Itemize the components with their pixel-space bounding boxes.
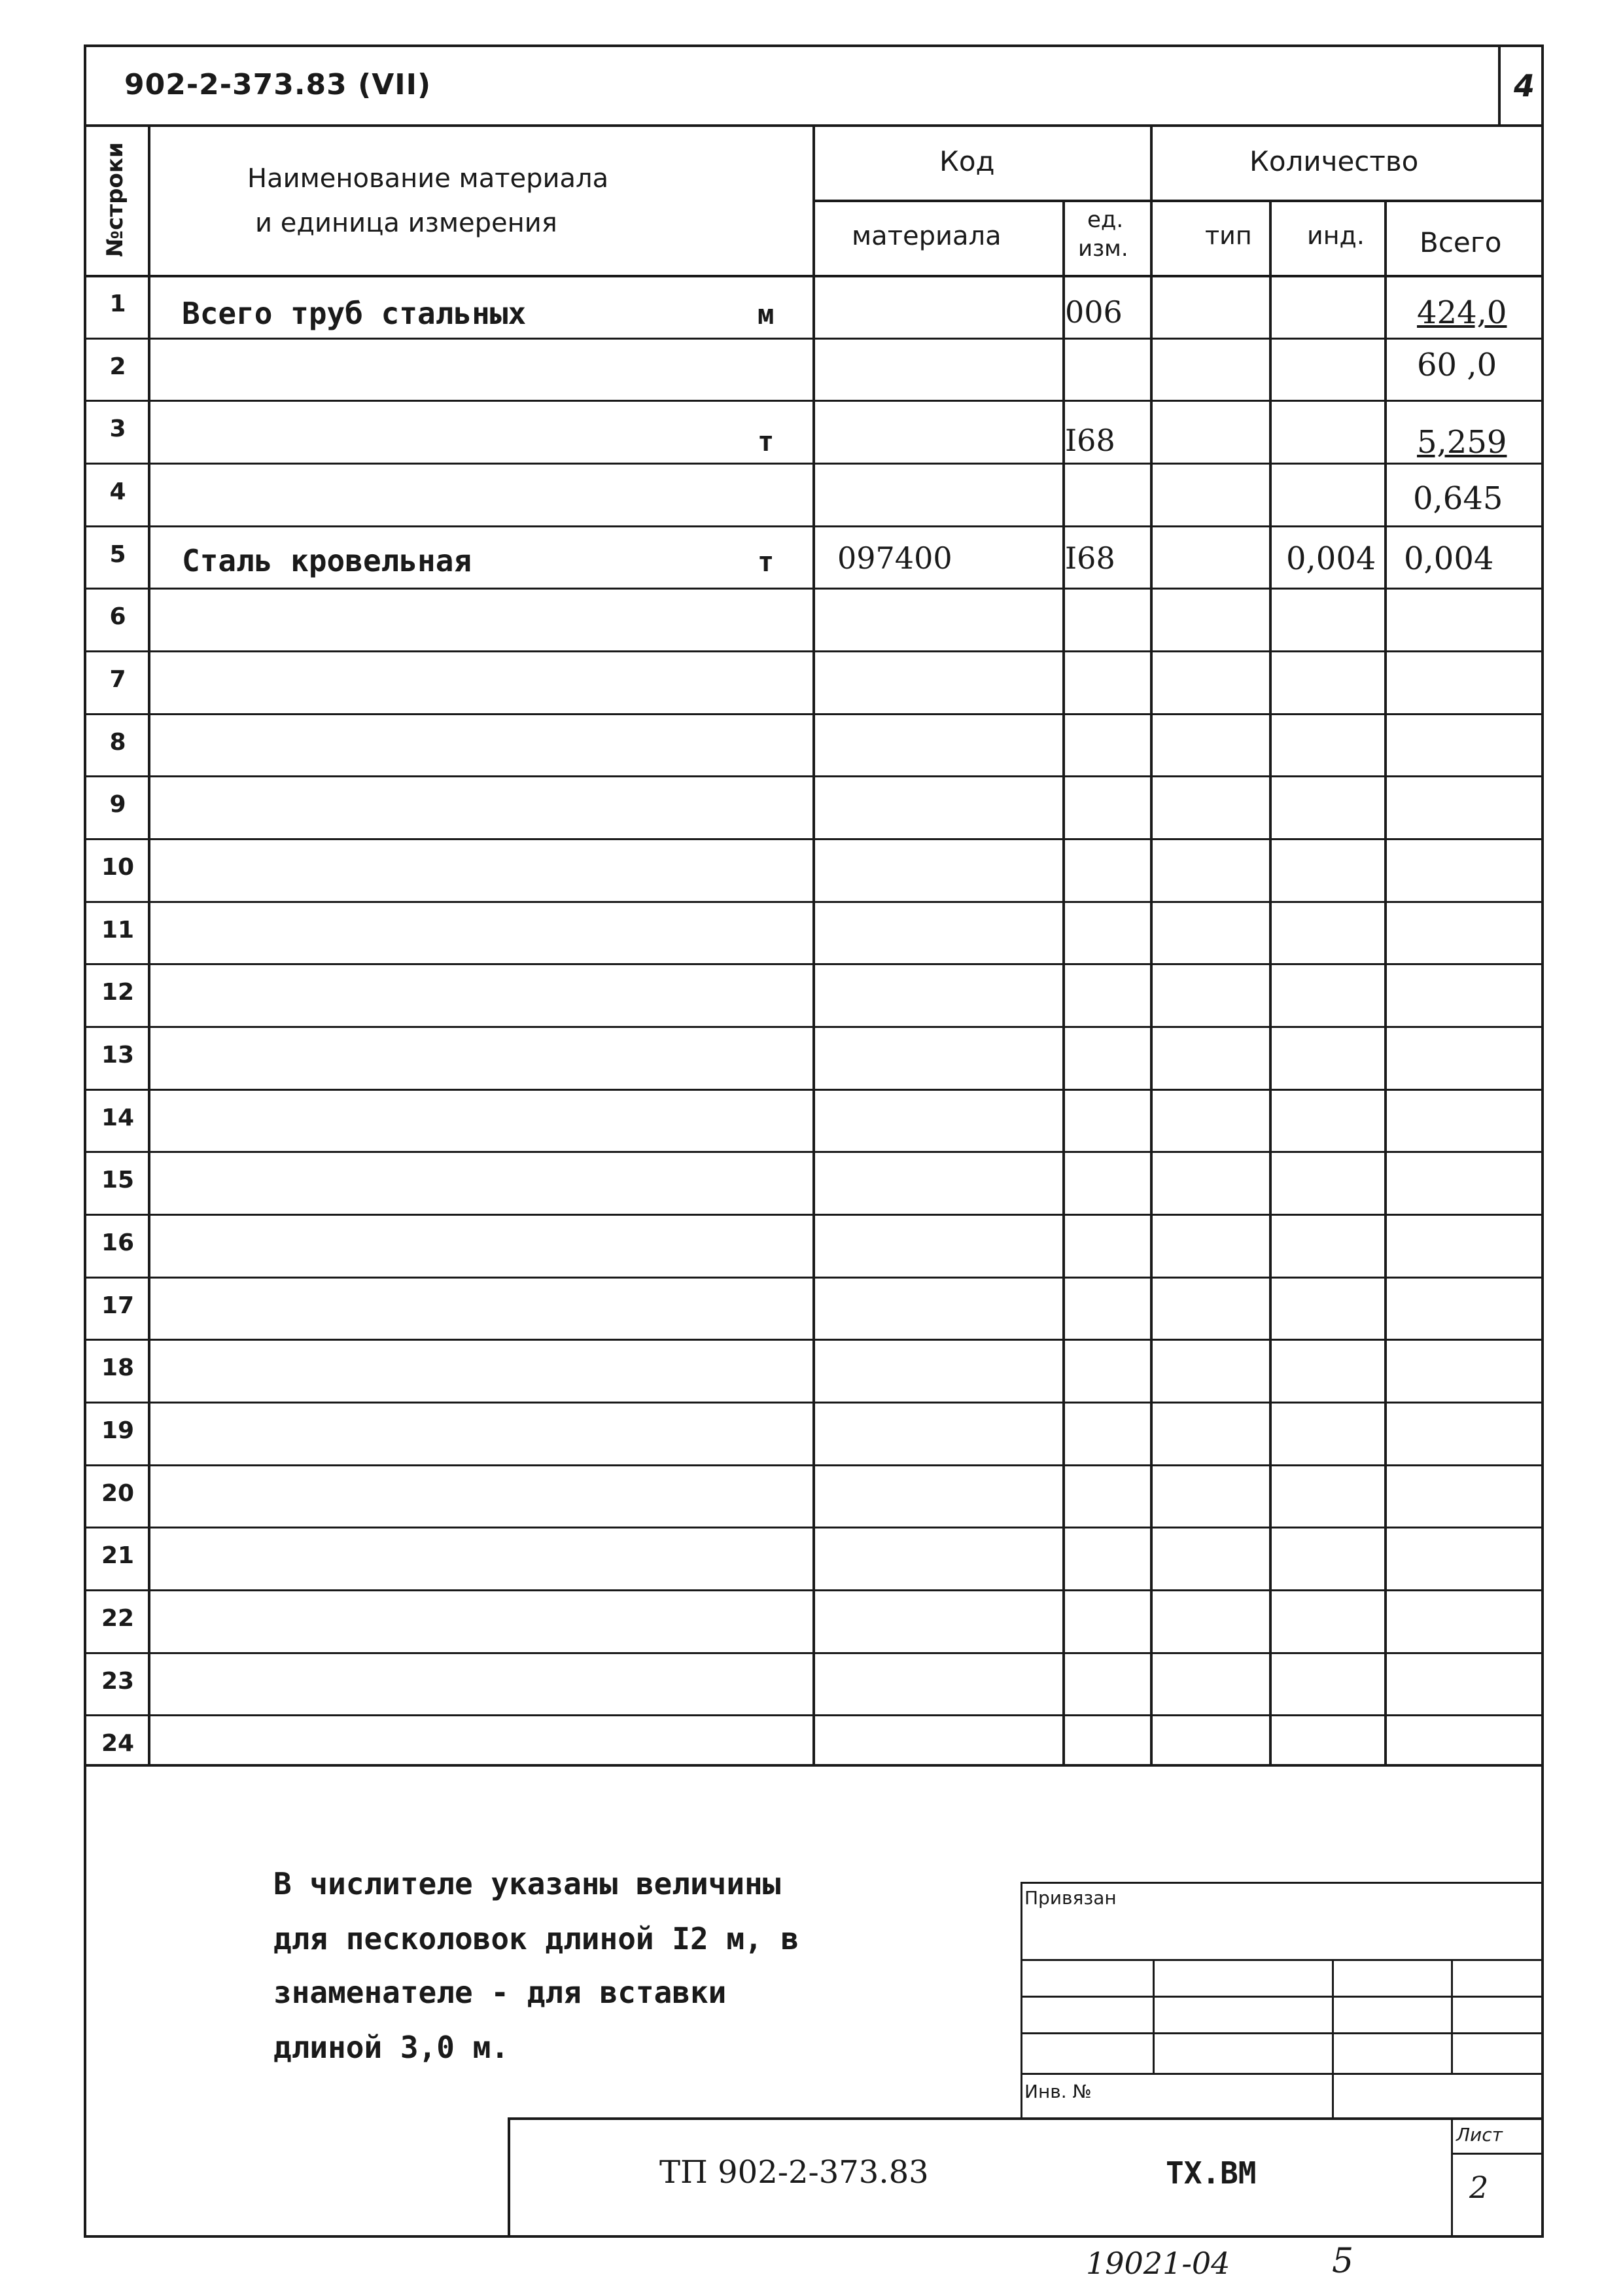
row-separator — [85, 588, 1544, 590]
title-top — [509, 2117, 1544, 2120]
row-number: 1 — [109, 290, 126, 317]
note-line2: для песколовок длиной I2 м, в — [273, 1921, 799, 1956]
corner-number: 4 — [1514, 68, 1535, 103]
row5-ind: 0,004 — [1286, 540, 1376, 577]
header-quantity: Количество — [1249, 145, 1419, 177]
col-line-rowno — [148, 124, 150, 1765]
doc-code-suffix: (VII) — [358, 68, 432, 101]
row3-unit-code: I68 — [1065, 423, 1115, 458]
row-number: 18 — [101, 1354, 135, 1382]
row-separator — [85, 525, 1544, 527]
col-line-unit — [1150, 124, 1153, 1765]
header-tip: тип — [1205, 221, 1252, 250]
row-number: 13 — [101, 1041, 135, 1069]
doc-code — [124, 68, 431, 101]
row-number: 9 — [109, 791, 126, 819]
row-number: 8 — [109, 728, 126, 756]
row-separator — [85, 1026, 1544, 1028]
stamp-col-1 — [1153, 1959, 1155, 2073]
header-ind: инд. — [1307, 221, 1365, 250]
row-separator — [85, 713, 1544, 715]
row-separator — [85, 901, 1544, 903]
row-separator — [85, 963, 1544, 965]
header-row-no: №строки — [102, 142, 128, 257]
title-sheet-divider — [1451, 2117, 1453, 2236]
row-separator — [85, 775, 1544, 777]
stamp-inv-no: Инв. № — [1024, 2081, 1092, 2102]
frame-right — [1541, 44, 1544, 2236]
title-section: ТХ.ВМ — [1166, 2155, 1257, 2191]
stamp-line-1 — [1021, 1959, 1544, 1961]
frame-left — [84, 44, 86, 2236]
row-separator — [85, 1151, 1544, 1153]
row-number: 10 — [101, 853, 135, 881]
row3-unit: т — [758, 425, 775, 457]
row-separator — [85, 1464, 1544, 1466]
row-number: 23 — [101, 1667, 135, 1695]
note-line3: знаменателе - для вставки — [273, 1975, 727, 2010]
row1-unit-code: 006 — [1065, 294, 1123, 330]
row5-unit-code: I68 — [1065, 540, 1115, 576]
row-number: 21 — [101, 1542, 135, 1570]
row5-code: 097400 — [837, 540, 952, 576]
row-separator — [85, 463, 1544, 465]
row-number: 17 — [101, 1292, 135, 1319]
frame-top — [85, 44, 1544, 47]
title-sheet-label: Лист — [1456, 2124, 1503, 2146]
stamp-col-2 — [1332, 1959, 1334, 2119]
row-separator — [85, 1589, 1544, 1591]
row-number: 7 — [109, 665, 126, 693]
row-number: 19 — [101, 1417, 135, 1444]
row2-total: 60 ,0 — [1417, 347, 1497, 383]
row-number: 12 — [101, 979, 135, 1006]
header-unit-line2: изм. — [1078, 236, 1128, 262]
note-line1: В числителе указаны величины — [273, 1866, 781, 1901]
row-number: 16 — [101, 1229, 135, 1256]
title-sheet-line — [1451, 2153, 1544, 2155]
note-line4: длиной 3,0 м. — [273, 2030, 510, 2065]
row-separator — [85, 1089, 1544, 1091]
row-separator — [85, 338, 1544, 340]
header-sub-line — [815, 200, 1544, 202]
col-line-ind — [1384, 200, 1387, 1765]
row-number: 4 — [109, 478, 126, 505]
stamp-col-3 — [1451, 1959, 1453, 2073]
corner-divider — [1498, 44, 1501, 124]
row5-unit: т — [758, 546, 775, 578]
stamp-line-4 — [1021, 2073, 1544, 2075]
frame-bottom — [84, 2235, 1544, 2238]
table-bottom-line — [85, 1764, 1544, 1767]
row-number: 3 — [109, 415, 126, 443]
row3-total: 5,259 — [1417, 424, 1507, 461]
row-separator — [85, 1527, 1544, 1528]
title-project: ТП 902-2-373.83 — [659, 2154, 929, 2191]
row-number: 14 — [101, 1104, 135, 1131]
row-number: 20 — [101, 1479, 135, 1507]
row-number: 24 — [101, 1730, 135, 1757]
row-separator — [85, 1652, 1544, 1654]
stamp-top — [1021, 1882, 1544, 1884]
row5-total: 0,004 — [1404, 540, 1494, 577]
row-separator — [85, 1277, 1544, 1279]
stamp-line-3 — [1021, 2032, 1544, 2034]
col-line-tip — [1269, 200, 1272, 1765]
row-separator — [85, 1402, 1544, 1404]
row4-total: 0,645 — [1413, 480, 1503, 517]
row-separator — [85, 1214, 1544, 1216]
header-name-line1: Наименование материала — [247, 164, 609, 194]
row-number: 2 — [109, 353, 126, 380]
row-separator — [85, 650, 1544, 652]
header-kod: Код — [939, 145, 995, 177]
row-number: 11 — [101, 916, 135, 944]
header-kod-material: материала — [852, 221, 1002, 251]
stamp-left — [1021, 1882, 1022, 2119]
title-left — [508, 2117, 510, 2236]
col-line-name — [812, 124, 815, 1765]
row-separator — [85, 1714, 1544, 1716]
row1-total: 424,0 — [1417, 294, 1507, 331]
row1-unit: м — [758, 298, 775, 330]
row1-name: Всего труб стальных — [182, 296, 527, 331]
row-separator — [85, 838, 1544, 840]
row-number: 15 — [101, 1167, 135, 1194]
doc-code-number: 902-2-373.83 — [124, 68, 347, 101]
footer-archive-no: 19021-04 — [1086, 2246, 1230, 2281]
row-number: 22 — [101, 1604, 135, 1632]
stamp-privyazan: Привязан — [1024, 1887, 1117, 1909]
row5-name: Сталь кровельная — [182, 543, 472, 578]
row-number: 6 — [109, 603, 126, 631]
row-number: 5 — [109, 540, 126, 568]
header-total: Всего — [1420, 226, 1502, 258]
row-separator — [85, 1339, 1544, 1341]
title-sheet-no: 2 — [1469, 2170, 1489, 2205]
row-separator — [85, 400, 1544, 402]
stamp-line-2 — [1021, 1996, 1544, 1998]
footer-page: 5 — [1332, 2242, 1354, 2281]
header-unit-line1: ед. — [1087, 207, 1124, 233]
header-name-line2: и единица измерения — [255, 208, 557, 238]
